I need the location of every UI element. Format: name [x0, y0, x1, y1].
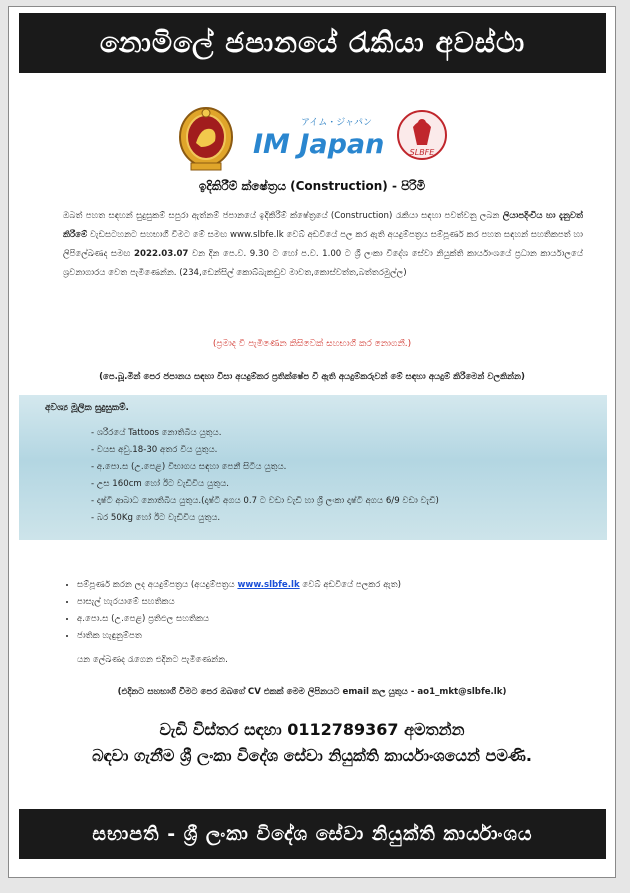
im-japan-logo	[251, 113, 385, 160]
intro-paragraph	[63, 207, 583, 283]
intro-text-3: වන දින පෙ.ව. 9.30 ට හෝ ප.ව. 1.00 ට ශ්‍රී ලංකා විදේශ සේවා නියුක්ති කාර්යාංශයේ ප්‍රධාන කාර්යාලයේ ශ්‍රවනාගාරය වෙත පැමිණෙන්න. (234,ඩෙන්සිල් කොබ්බැකඩුව මාවත,කොස්වත්ත,බත්තරමුල්ල)	[63, 249, 583, 278]
late-warning: (ප්‍රමාද වී පැමිණෙන කිසිවෙක් සහභාගී කර නොගනී.)	[212, 339, 412, 349]
requirement-item: - බර 50Kg හෝ ඊට වැඩිවිය යුතුය.	[91, 513, 221, 523]
header-banner	[19, 13, 606, 73]
sector-title: ඉදිකිරීම් ක්ෂේත්‍රය (Construction) - පිරිමි	[198, 179, 426, 193]
contact-block	[9, 717, 615, 769]
footer-text: සභාපති - ශ්‍රී ලංකා විදේශ සේවා නියුක්ති කාර්යාංශය	[92, 823, 533, 845]
requirement-item: - අ.පො.ස (උ.පෙළ) විභාගය සඳහා පෙනී සිටිය යුතුය.	[91, 462, 287, 472]
document-item: • අ.පො.ස (උ.පෙළ) ප්‍රතිඵල සහතිකය	[77, 611, 401, 628]
intro-text-2: වැඩසටහනට සහභාගී වීමට මේ සමඟ www.slbfe.lk වෙබ් අඩවියේ පල කර ඇති අයදුම්පත්‍රය සම්පූර්ණ කර පහත සඳහන් සහතිකපත් හා ලිපිලේඛණද සමඟ	[63, 230, 583, 259]
logo-row	[9, 105, 615, 185]
requirements-title: අවශ්‍ය මූලික සුදුසුකම්.	[45, 403, 129, 413]
document-item	[77, 577, 401, 594]
slbfe-logo-text: SLBFE	[409, 148, 435, 157]
requirement-item: - උස 160cm හෝ ඊට වැඩිවිය යුතුය.	[91, 479, 230, 489]
requirement-item: - දෘෂ්ටි ආබාධ නොතිබිය යුතුය.(දෘෂ්ටි අගය 0.7 ට වඩා වැඩි හා ශ්‍රී ලංකා දෘෂ්ටි අගය 6/9 වඩා වැඩි)	[91, 496, 439, 506]
document-item: • පාසැල් හැරයාමේ සහතිකය	[77, 594, 401, 611]
intro-text-1: ඔබත් පහත සඳහන් සුදුසුකම් සපුරා ඇත්නම් ජපානයේ ඉදිකිරීම් ක්ෂේත්‍රයේ (Construction) රැකියා සඳහා පවත්වනු ලබන	[63, 211, 500, 221]
requirement-item: - ශරීරයේ Tattoos නොතිබිය යුතුය.	[91, 428, 222, 438]
sri-lanka-emblem-logo	[177, 105, 235, 175]
requirement-item: - වයස අවු.18-30 අතර විය යුතුය.	[91, 445, 218, 455]
intro-date: 2022.03.07	[134, 249, 189, 259]
document-item-pre: සම්පූර්ණ කරන ලද අයදුම්පත්‍රය (අයදුම්පත්‍රය	[77, 580, 235, 590]
imjapan-kana-text: アイム・ジャパン	[301, 118, 373, 128]
intro-bold-1: ලියාපදිංචිය හා දැනුවත් කිරීමේ	[63, 211, 584, 240]
footer-banner	[19, 809, 606, 859]
slbfe-logo	[395, 109, 449, 165]
document-item-post: වෙබ් අඩවියේ පලකර ඇත)	[302, 580, 401, 590]
slbfe-website-link[interactable]: www.slbfe.lk	[237, 580, 300, 590]
cv-email-note: (එදිනට සහභාගී වීමට පෙර ඔබගේ CV එකක් මෙම ලිපිනයට email කල යුතුය - ao1_mkt@slbfe.lk)	[117, 687, 507, 697]
recruitment-line: බඳවා ගැනීම ශ්‍රී ලංකා විදේශ සේවා නියුක්ති කාර්යාංශයෙන් පමණි.	[92, 746, 532, 765]
document-item: • ජාතික හැඳුනුම්පත	[77, 628, 401, 645]
header-title: නොමිලේ ජපානයේ රැකියා අවස්ථා	[99, 26, 526, 59]
previous-applicants-note: (පෙ.බූ.මින් පෙර ජපානය සඳහා වීසා අයදුම්කර ප්‍රතික්ෂේප වී ඇති අයදුම්කරුවන් මේ සඳහා අයදුම් කිරීමෙන් වලකින්න)	[99, 372, 525, 382]
apply-note: යන ලේඛණද රැගෙන එදිනට පැමිණෙන්න.	[77, 655, 228, 665]
contact-phone-line: වැඩි විස්තර සඳහා 0112789367 අමතන්න	[159, 720, 465, 739]
notice-page	[8, 6, 616, 878]
documents-list	[61, 577, 401, 645]
requirements-box	[19, 395, 607, 540]
imjapan-main-text: IM Japan	[253, 129, 385, 160]
requirements-list	[91, 425, 439, 527]
